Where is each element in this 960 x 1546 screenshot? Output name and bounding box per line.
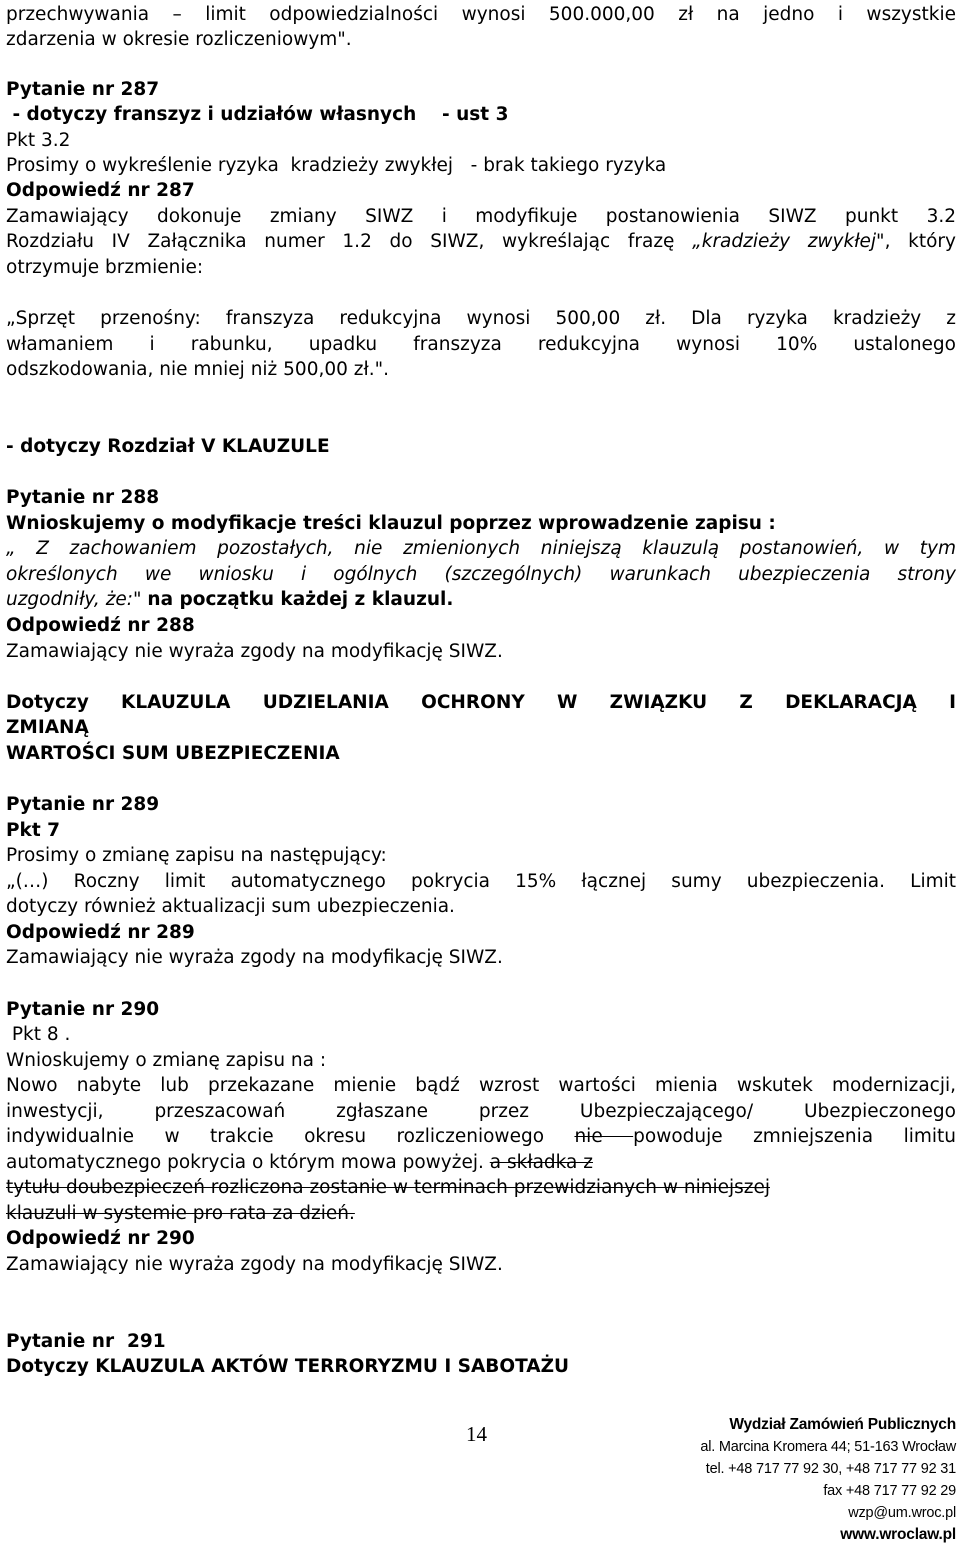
answer-text: „Sprzęt przenośny: franszyza redukcyjna wynosi 500,00 zł. Dla ryzyka kradzieży z: [6, 308, 956, 329]
question-subtitle: - dotyczy franszyz i udziałów własnych - ust 3: [6, 104, 509, 125]
text-line: zdarzenia w okresie rozliczeniowym".: [6, 29, 352, 50]
footer-tel: tel. +48 717 77 92 30, +48 717 77 92 31: [705, 1461, 956, 1477]
question-text: określonych we wniosku i ogólnych (szczególnych) warunkach ubezpieczenia strony: [6, 564, 956, 585]
section-heading: - dotyczy Rozdział V KLAUZULE: [6, 436, 330, 457]
answer-text: odszkodowania, nie mniej niż 500,00 zł.".: [6, 359, 389, 380]
question-subtitle: Pkt 7: [6, 820, 61, 841]
question-text: Prosimy o zmianę zapisu na następujący:: [6, 845, 387, 866]
footer-fax: fax +48 717 77 92 29: [823, 1483, 956, 1499]
question-title: Pytanie nr 287: [6, 79, 160, 100]
answer-text: Zamawiający nie wyraża zgody na modyfikację SIWZ.: [6, 1254, 503, 1275]
question-title: Pytanie nr 290: [6, 999, 160, 1020]
page-number: 14: [466, 1422, 487, 1446]
section-heading: Dotyczy KLAUZULA UDZIELANIA OCHRONY W ZWIĄZKU Z DEKLARACJĄ I: [6, 692, 956, 713]
section-heading: ZMIANĄ: [6, 717, 89, 738]
footer-email[interactable]: wzp@um.wroc.pl: [848, 1505, 956, 1521]
footer-contact: [700, 1414, 956, 1546]
question-text: Wnioskujemy o zmianę zapisu na :: [6, 1050, 327, 1071]
answer-text: Zamawiający nie wyraża zgody na modyfikację SIWZ.: [6, 947, 503, 968]
question-text: Wnioskujemy o modyfikacje treści klauzul poprzez wprowadzenie zapisu :: [6, 513, 776, 534]
section-heading: WARTOŚCI SUM UBEZPIECZENIA: [6, 743, 340, 764]
text-line: przechwywania – limit odpowiedzialności wynosi 500.000,00 zł na jedno i wszystkie: [6, 4, 956, 25]
question-text: dotyczy również aktualizacji sum ubezpieczenia.: [6, 896, 455, 917]
footer-web[interactable]: www.wroclaw.pl: [840, 1526, 956, 1543]
question-text: indywidualnie w trakcie okresu rozliczeniowego nie powoduje zmniejszenia limitu: [6, 1126, 956, 1147]
answer-title: Odpowiedź nr 288: [6, 615, 195, 636]
question-title: Pytanie nr 288: [6, 487, 160, 508]
question-text: automatycznego pokrycia o którym mowa powyżej. a składka z: [6, 1152, 593, 1173]
question-text: Nowo nabyte lub przekazane mienie bądź wzrost wartości mienia wskutek modernizacji,: [6, 1075, 956, 1096]
text-line: Pkt 3.2: [6, 130, 71, 151]
question-text: Prosimy o wykreślenie ryzyka kradzieży zwykłej - brak takiego ryzyka: [6, 155, 667, 176]
question-text: inwestycji, przeszacowań zgłaszane przez Ubezpieczającego/ Ubezpieczonego: [6, 1101, 956, 1122]
answer-text: otrzymuje brzmienie:: [6, 257, 204, 278]
answer-text: Zamawiający nie wyraża zgody na modyfikację SIWZ.: [6, 641, 503, 662]
question-text: „(…) Roczny limit automatycznego pokrycia 15% łącznej sumy ubezpieczenia. Limit: [6, 871, 956, 892]
answer-text: włamaniem i rabunku, upadku franszyza redukcyjna wynosi 10% ustalonego: [6, 334, 956, 355]
answer-title: Odpowiedź nr 287: [6, 180, 195, 201]
question-text: uzgodniły, że:" na początku każdej z klauzul.: [6, 589, 454, 610]
struck-text: klauzuli w systemie pro rata za dzień.: [6, 1203, 355, 1224]
answer-title: Odpowiedź nr 290: [6, 1228, 195, 1249]
answer-text: Zamawiający dokonuje zmiany SIWZ i modyfikuje postanowienia SIWZ punkt 3.2: [6, 206, 956, 227]
answer-text: Rozdziału IV Załącznika numer 1.2 do SIWZ, wykreślając frazę „kradzieży zwykłej", który: [6, 231, 956, 252]
question-text: „ Z zachowaniem pozostałych, nie zmienionych niniejszą klauzulą postanowień, w tym: [6, 538, 956, 559]
struck-text: tytułu doubezpieczeń rozliczona zostanie w terminach przewidzianych w niniejszej: [6, 1177, 770, 1198]
question-subtitle: Pkt 8 .: [6, 1024, 71, 1045]
footer-address: al. Marcina Kromera 44; 51-163 Wrocław: [700, 1439, 956, 1455]
question-title: Pytanie nr 289: [6, 794, 160, 815]
answer-title: Odpowiedź nr 289: [6, 922, 195, 943]
question-title: Pytanie nr 291: [6, 1331, 166, 1352]
question-subtitle: Dotyczy KLAUZULA AKTÓW TERRORYZMU I SABOTAŻU: [6, 1356, 570, 1377]
footer-org: Wydział Zamówień Publicznych: [729, 1416, 956, 1433]
